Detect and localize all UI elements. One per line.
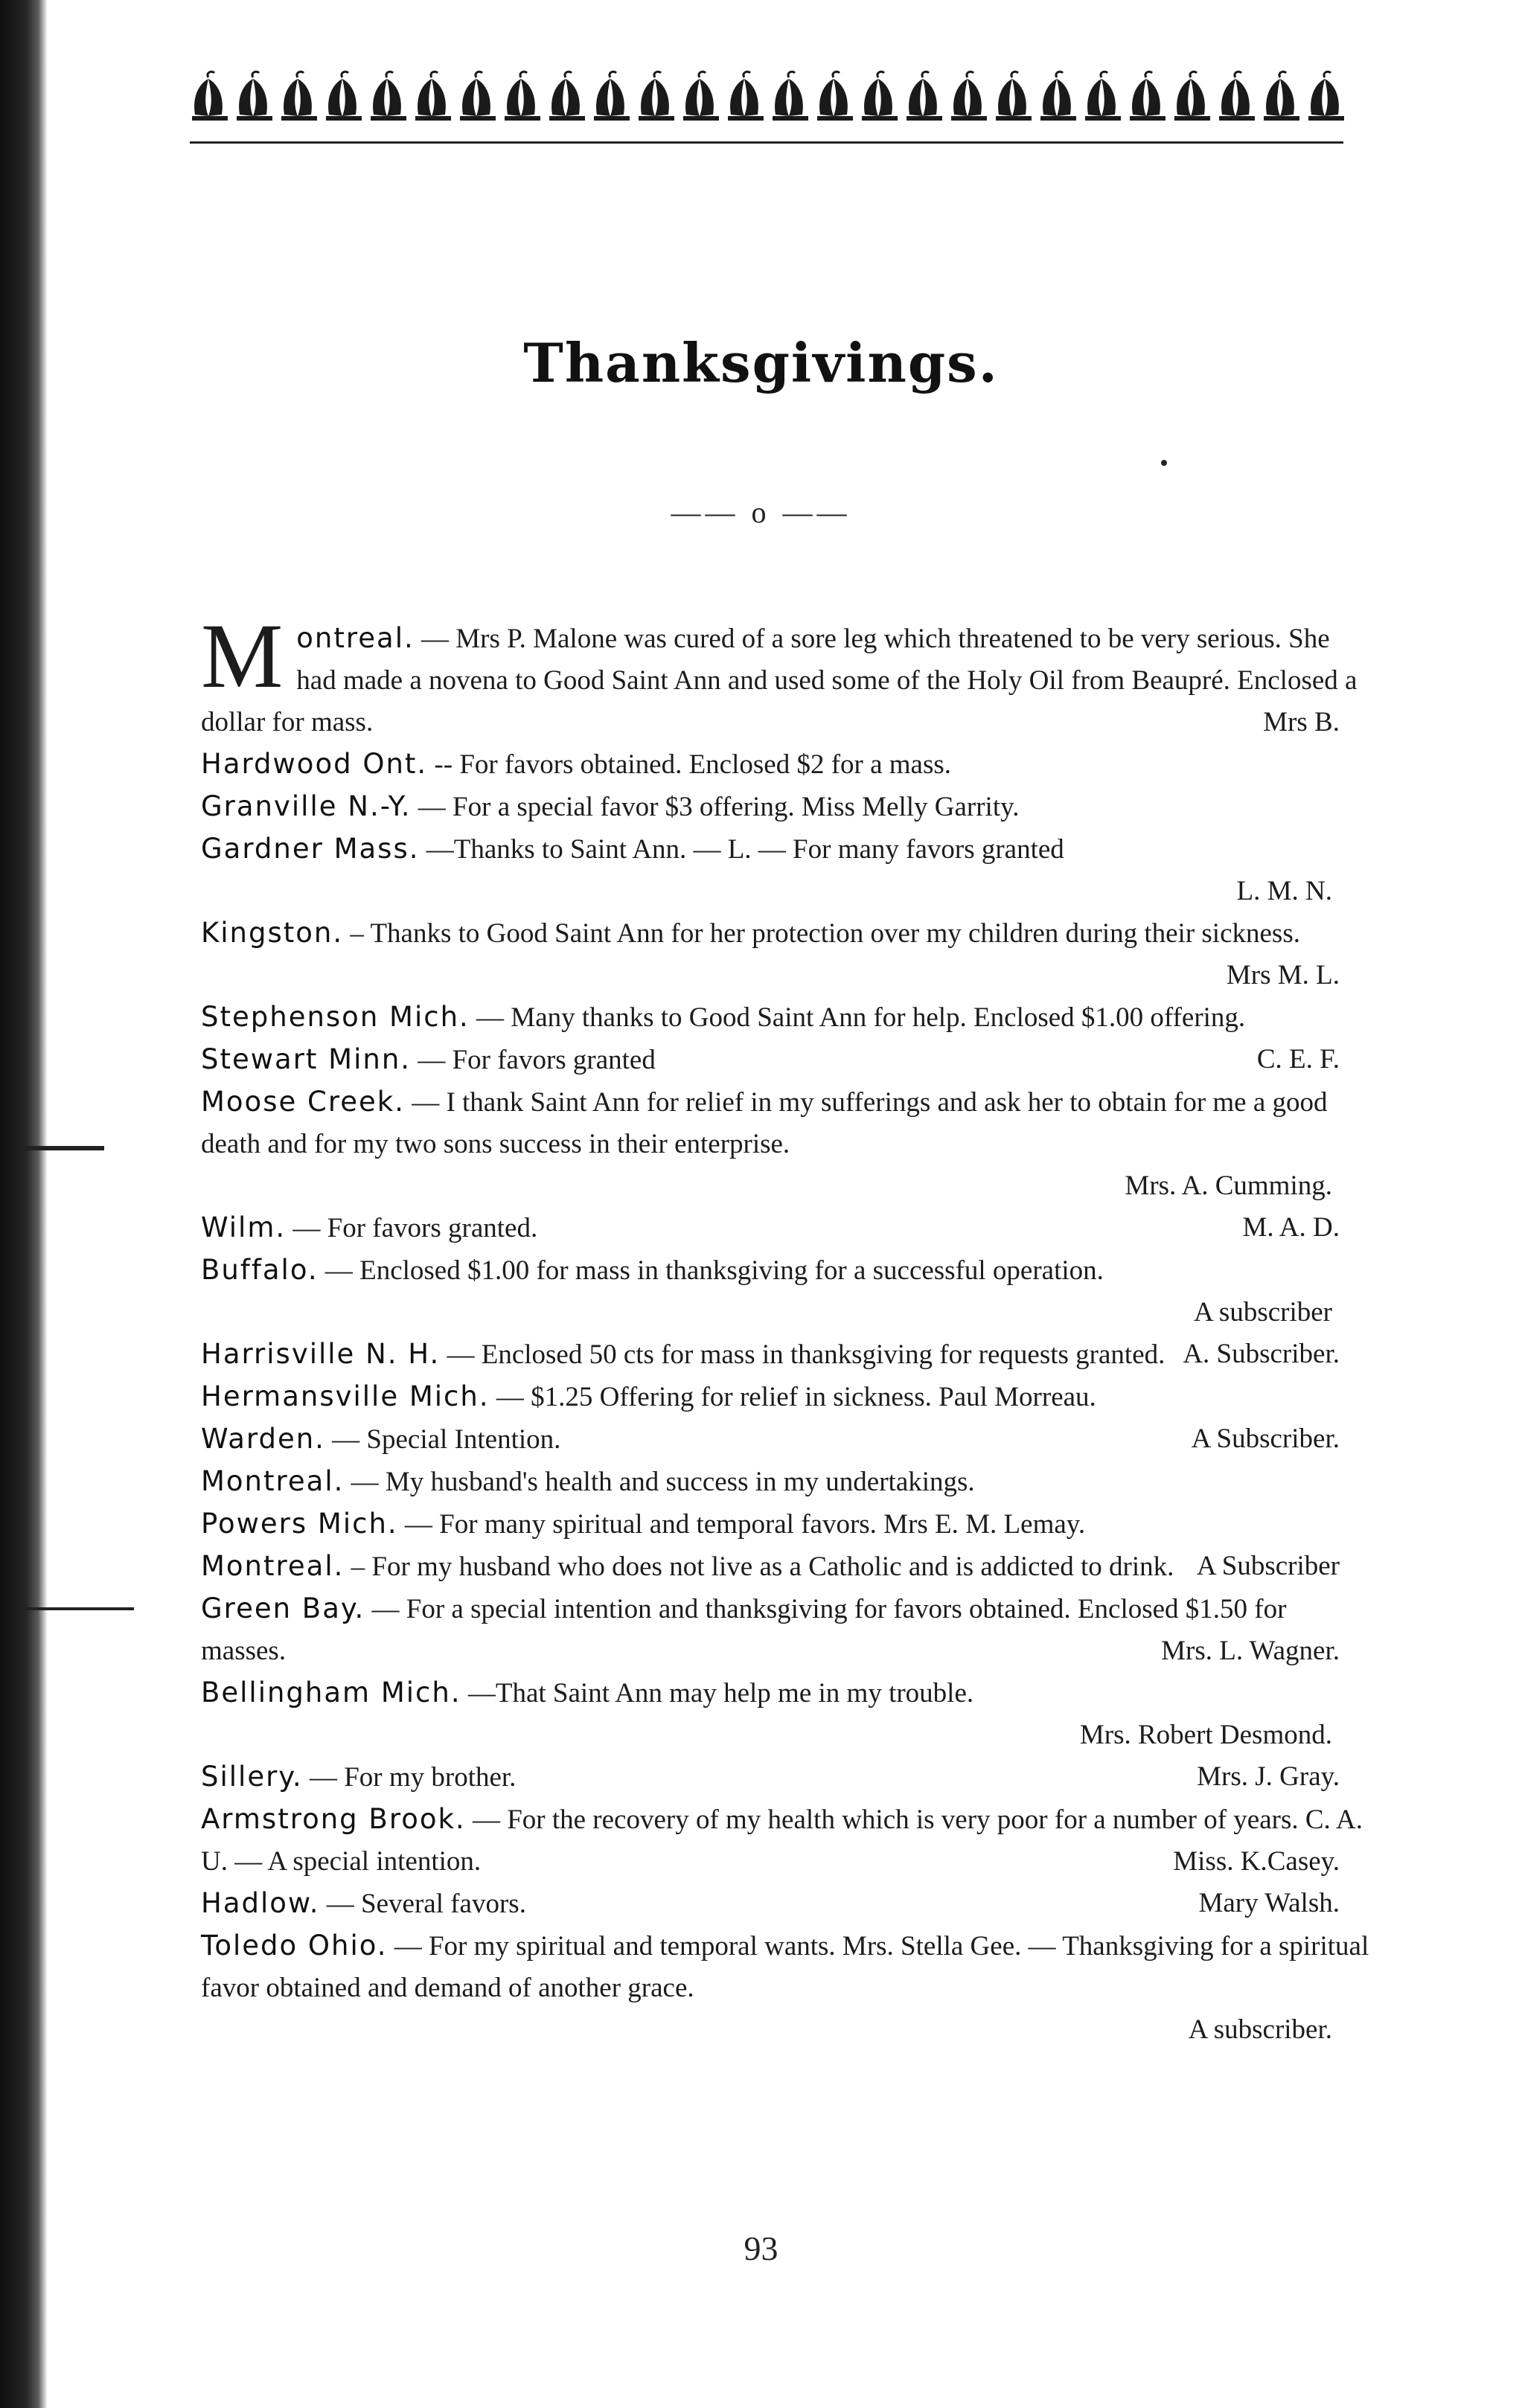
thanksgivings-list xyxy=(201,605,1369,2051)
entry-text: — Enclosed $1.00 for mass in thanksgiving for a successful operation. xyxy=(318,1255,1104,1286)
entry-signature: Mrs. J. Gray. xyxy=(1197,1761,1340,1792)
decorative-border-ornament xyxy=(186,67,1347,127)
entry-place: Green Bay. xyxy=(201,1592,365,1624)
entry-signature: Miss. K.Casey. xyxy=(1173,1846,1340,1877)
title-separator: —— o —— xyxy=(671,496,851,529)
page-title: Thanksgivings. xyxy=(523,331,999,394)
entry-text: — For my brother. xyxy=(302,1762,517,1793)
entry-text: — Several favors. xyxy=(319,1889,526,1919)
ink-speck xyxy=(1161,460,1167,466)
entry xyxy=(201,912,1369,990)
entry xyxy=(201,743,1369,786)
entry xyxy=(201,1081,1369,1207)
entry-place: Buffalo. xyxy=(201,1254,319,1286)
entry-place: Granville N.-Y. xyxy=(201,790,412,822)
entry xyxy=(201,1672,1369,1756)
entry xyxy=(201,1799,1369,1883)
entry-text: — For favors granted xyxy=(411,1045,656,1075)
entry-montreal-first xyxy=(201,605,1369,743)
entry-text: – Thanks to Good Saint Ann for her protection over my children during their sickness. xyxy=(343,918,1300,949)
entry-place: Warden. xyxy=(201,1423,325,1455)
entry-signature: A subscriber. xyxy=(1188,2014,1332,2045)
entry-place: ontreal. xyxy=(296,622,415,654)
entry-place: Sillery. xyxy=(201,1761,303,1793)
entry xyxy=(201,828,1369,912)
entry-text: — Mrs P. Malone was cured of a sore leg which threatened to be very serious. She had made a novena to Good Saint Ann and used some of the Holy Oil from Beaupré. Enclosed a dollar for mass. xyxy=(201,624,1358,737)
entry-text: — $1.25 Offering for relief in sickness. Paul Morreau. xyxy=(489,1382,1096,1412)
entry-place: Montreal. xyxy=(201,1550,345,1582)
entry-place: Bellingham Mich. xyxy=(201,1677,461,1709)
entry-text: —That Saint Ann may help me in my trouble. xyxy=(461,1678,974,1709)
entry-text: — For my spiritual and temporal wants. Mrs. Stella Gee. — Thanksgiving for a spiritual favor obtained and demand of another grace. xyxy=(201,1931,1369,2003)
entry-text: — For many spiritual and temporal favors. Mrs E. M. Lemay. xyxy=(397,1509,1086,1540)
entry xyxy=(201,996,1369,1039)
entry-text: — My husband's health and success in my undertakings. xyxy=(344,1467,975,1497)
entry xyxy=(201,1925,1369,2051)
entry xyxy=(201,786,1369,828)
entry-signature: Mary Walsh. xyxy=(1198,1888,1340,1918)
entry xyxy=(201,1546,1369,1588)
entry-place: Wilm. xyxy=(201,1211,287,1243)
entry-signature: A. Subscriber. xyxy=(1183,1339,1340,1369)
entry xyxy=(201,1249,1369,1333)
entry-signature: C. E. F. xyxy=(1256,1044,1340,1075)
entry xyxy=(201,1418,1369,1461)
entry-signature: Mrs M. L. xyxy=(1226,960,1340,990)
entry-place: Montreal. xyxy=(201,1465,345,1497)
entry xyxy=(201,1207,1369,1249)
spine-mark xyxy=(22,1607,134,1610)
entry-signature: L. M. N. xyxy=(1236,876,1332,906)
entry-place: Kingston. xyxy=(201,917,344,949)
entry-signature: A subscriber xyxy=(1194,1297,1332,1328)
entry-place: Hardwood Ont. xyxy=(201,748,428,780)
entry-text: — I thank Saint Ann for relief in my sufferings and ask her to obtain for me a good death and for my two sons success in their enterprise. xyxy=(201,1087,1328,1159)
entry-place: Harrisville N. H. xyxy=(201,1338,441,1370)
entry-place: Hermansville Mich. xyxy=(201,1380,490,1412)
entry-text: —Thanks to Saint Ann. — L. — For many favors granted xyxy=(419,834,1064,865)
entry xyxy=(201,1376,1369,1418)
drop-cap: M xyxy=(201,605,284,707)
entry-signature: Mrs. A. Cumming. xyxy=(1125,1171,1332,1201)
entry-text: — For the recovery of my health which is very poor for a number of years. C. A. U. — A special intention. xyxy=(201,1805,1363,1877)
entry xyxy=(201,1756,1369,1799)
entry-signature: A Subscriber xyxy=(1196,1551,1340,1581)
entry-text: — Many thanks to Good Saint Ann for help. Enclosed $1.00 offering. xyxy=(469,1002,1246,1033)
entry-place: Moose Creek. xyxy=(201,1086,405,1118)
entry xyxy=(201,1883,1369,1925)
entry-text: — Special Intention. xyxy=(324,1424,561,1455)
entry-place: Stewart Minn. xyxy=(201,1043,412,1075)
entry-signature: M. A. D. xyxy=(1242,1212,1340,1243)
entry-text: — Enclosed 50 cts for mass in thanksgiving for requests granted. xyxy=(440,1339,1166,1370)
entry-text: — For favors granted. xyxy=(286,1213,538,1243)
entry-signature: Mrs. L. Wagner. xyxy=(1161,1636,1340,1666)
entry-text: -- For favors obtained. Enclosed $2 for a mass. xyxy=(427,749,952,780)
entry xyxy=(201,1503,1369,1546)
entry-place: Hadlow. xyxy=(201,1887,320,1919)
spine-mark xyxy=(22,1146,104,1150)
entry-place: Powers Mich. xyxy=(201,1508,398,1540)
ornament-rule xyxy=(190,141,1343,144)
entry xyxy=(201,1588,1369,1672)
entry-text: — For a special favor $3 offering. Miss Melly Garrity. xyxy=(411,792,1020,822)
entry-signature: Mrs. Robert Desmond. xyxy=(1079,1720,1332,1750)
entry-place: Gardner Mass. xyxy=(201,833,420,865)
entry-text: – For my husband who does not live as a Catholic and is addicted to drink. xyxy=(344,1552,1174,1582)
entry xyxy=(201,1461,1369,1503)
entry-place: Toledo Ohio. xyxy=(201,1930,388,1962)
entry-signature: A Subscriber. xyxy=(1191,1424,1340,1454)
entry-place: Armstrong Brook. xyxy=(201,1803,466,1835)
entry xyxy=(201,1039,1369,1081)
entry xyxy=(201,1333,1369,1376)
entry-place: Stephenson Mich. xyxy=(201,1001,470,1033)
entry-signature: Mrs B. xyxy=(1263,707,1340,737)
page-number: 93 xyxy=(744,2229,778,2267)
entry-text: — For a special intention and thanksgiving for favors obtained. Enclosed $1.50 for masses. xyxy=(201,1594,1287,1666)
